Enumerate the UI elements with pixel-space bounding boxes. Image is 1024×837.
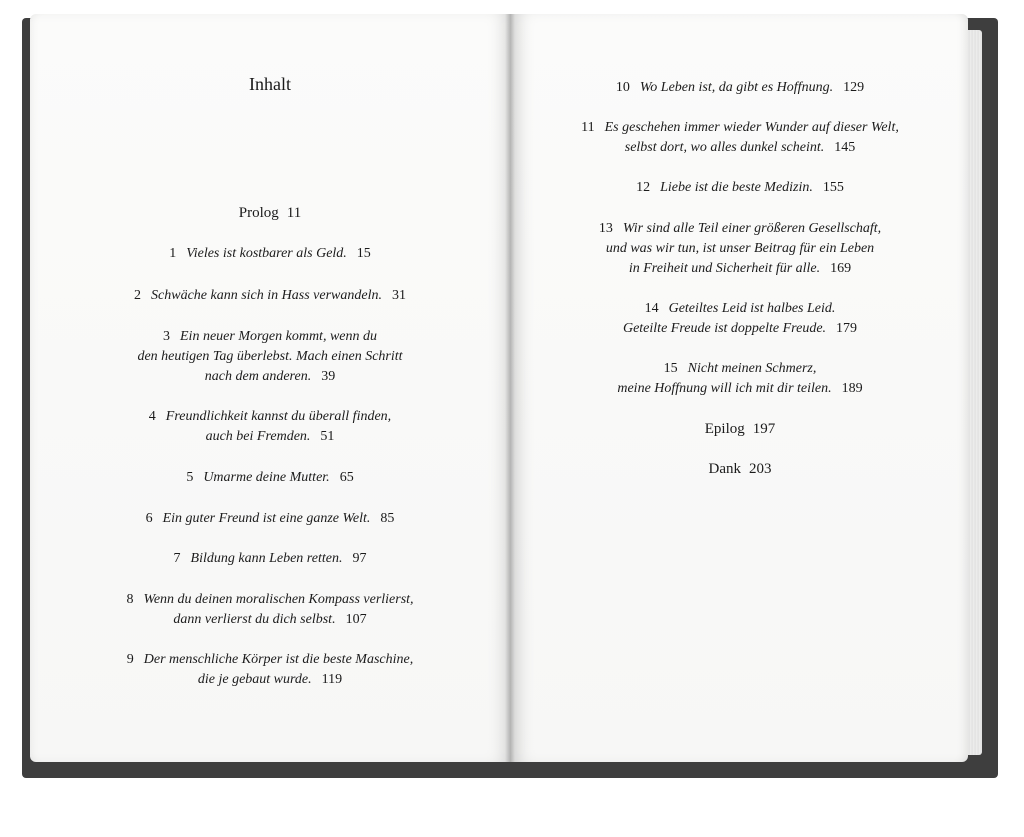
- toc-entry-chapter-6: [40, 509, 500, 529]
- chapter-title-line: Wenn du deinen moralischen Kompass verlierst,: [143, 592, 414, 607]
- chapter-number: 2: [134, 288, 142, 303]
- chapter-number: 11: [581, 120, 595, 135]
- chapter-page: 145: [834, 140, 856, 155]
- chapter-page: 155: [822, 180, 844, 195]
- toc-entry-chapter-4: [40, 407, 500, 447]
- chapter-title-line: meine Hoffnung will ich mit dir teilen.: [617, 381, 832, 396]
- chapter-title-line: in Freiheit und Sicherheit für alle.: [628, 261, 821, 276]
- toc-entry-chapter-12: [520, 178, 960, 198]
- chapter-number: 5: [186, 470, 194, 485]
- chapter-title-line: Nicht meinen Schmerz,: [687, 361, 817, 376]
- toc-entry-page: 11: [286, 205, 302, 221]
- toc-entry-chapter-13: [520, 219, 960, 279]
- chapter-title-line: und was wir tun, ist unser Beitrag für ein Leben: [605, 241, 875, 256]
- chapter-page: 65: [339, 470, 354, 485]
- chapter-title-line: Ein neuer Morgen kommt, wenn du: [180, 329, 377, 344]
- chapter-number: 14: [644, 301, 659, 316]
- toc-entry-prolog: [40, 203, 500, 223]
- chapter-page: 107: [345, 612, 367, 627]
- chapter-number: 10: [615, 80, 630, 95]
- chapter-title-line: Schwäche kann sich in Hass verwandeln.: [151, 288, 382, 303]
- chapter-number: 4: [148, 409, 156, 424]
- chapter-number: 8: [126, 592, 134, 607]
- chapter-number: 6: [145, 511, 153, 526]
- chapter-title-line: Bildung kann Leben retten.: [190, 551, 343, 566]
- chapter-title-line: dann verlierst du dich selbst.: [173, 612, 336, 627]
- toc-entry-dank: [520, 459, 960, 479]
- chapter-number: 15: [663, 361, 678, 376]
- toc-entry-chapter-5: [40, 468, 500, 488]
- chapter-title-line: auch bei Fremden.: [205, 429, 311, 444]
- toc-entry-chapter-1: [40, 244, 500, 264]
- chapter-title-line: Umarme deine Mutter.: [203, 470, 330, 485]
- chapter-page: 15: [356, 246, 371, 261]
- chapter-page: 97: [352, 551, 367, 566]
- chapter-page: 85: [380, 511, 395, 526]
- toc-entry-chapter-2: [40, 286, 500, 306]
- chapter-title-line: Geteiltes Leid ist halbes Leid.: [668, 301, 836, 316]
- chapter-number: 9: [126, 652, 134, 667]
- chapter-page: 129: [843, 80, 865, 95]
- toc-entry-epilog: [520, 419, 960, 439]
- chapter-page: 31: [391, 288, 406, 303]
- chapter-title-line: Der menschliche Körper ist die beste Maschine,: [143, 652, 414, 667]
- chapter-title-line: Es geschehen immer wieder Wunder auf dieser Welt,: [604, 120, 899, 135]
- toc-entry-chapter-7: [40, 549, 500, 569]
- chapter-title-line: Freundlichkeit kannst du überall finden,: [165, 409, 392, 424]
- chapter-title-line: nach dem anderen.: [204, 369, 312, 384]
- chapter-number: 1: [169, 246, 177, 261]
- toc-entry-chapter-3: [40, 327, 500, 387]
- chapter-number: 13: [598, 221, 613, 236]
- chapter-page: 119: [321, 672, 343, 687]
- chapter-page: 39: [321, 369, 336, 384]
- chapter-title-line: Liebe ist die beste Medizin.: [660, 180, 813, 195]
- chapter-page: 169: [830, 261, 852, 276]
- toc-title: Inhalt: [249, 74, 291, 94]
- toc-entry-chapter-15: [520, 359, 960, 399]
- chapter-title-line: den heutigen Tag überlebst. Mach einen Schritt: [137, 349, 403, 364]
- chapter-page: 51: [320, 429, 335, 444]
- toc-entry-chapter-14: [520, 299, 960, 339]
- chapter-page: 179: [836, 321, 858, 336]
- chapter-number: 12: [636, 180, 651, 195]
- toc-entry-chapter-10: [520, 78, 960, 98]
- chapter-number: 3: [163, 329, 170, 344]
- chapter-page: 189: [841, 381, 863, 396]
- toc-entry-label: Prolog: [238, 205, 279, 221]
- chapter-title-line: Geteilte Freude ist doppelte Freude.: [622, 321, 827, 336]
- toc-entry-chapter-8: [40, 590, 500, 630]
- toc-entry-label: Dank: [708, 461, 741, 477]
- toc-entry-label: Epilog: [704, 421, 745, 437]
- book-gutter: [505, 14, 515, 762]
- chapter-title-line: die je gebaut wurde.: [197, 672, 312, 687]
- toc-entry-chapter-9: [40, 650, 500, 690]
- chapter-title-line: Ein guter Freund ist eine ganze Welt.: [162, 511, 371, 526]
- chapter-title-line: Wo Leben ist, da gibt es Hoffnung.: [639, 80, 834, 95]
- chapter-title-line: selbst dort, wo alles dunkel scheint.: [624, 140, 825, 155]
- chapter-title-line: Vieles ist kostbarer als Geld.: [186, 246, 347, 261]
- toc-entry-page: 203: [749, 461, 772, 477]
- toc-entry-page: 197: [752, 421, 776, 437]
- chapter-title-line: Wir sind alle Teil einer größeren Gesellschaft,: [622, 221, 882, 236]
- chapter-number: 7: [173, 551, 181, 566]
- toc-entry-chapter-11: [520, 118, 960, 158]
